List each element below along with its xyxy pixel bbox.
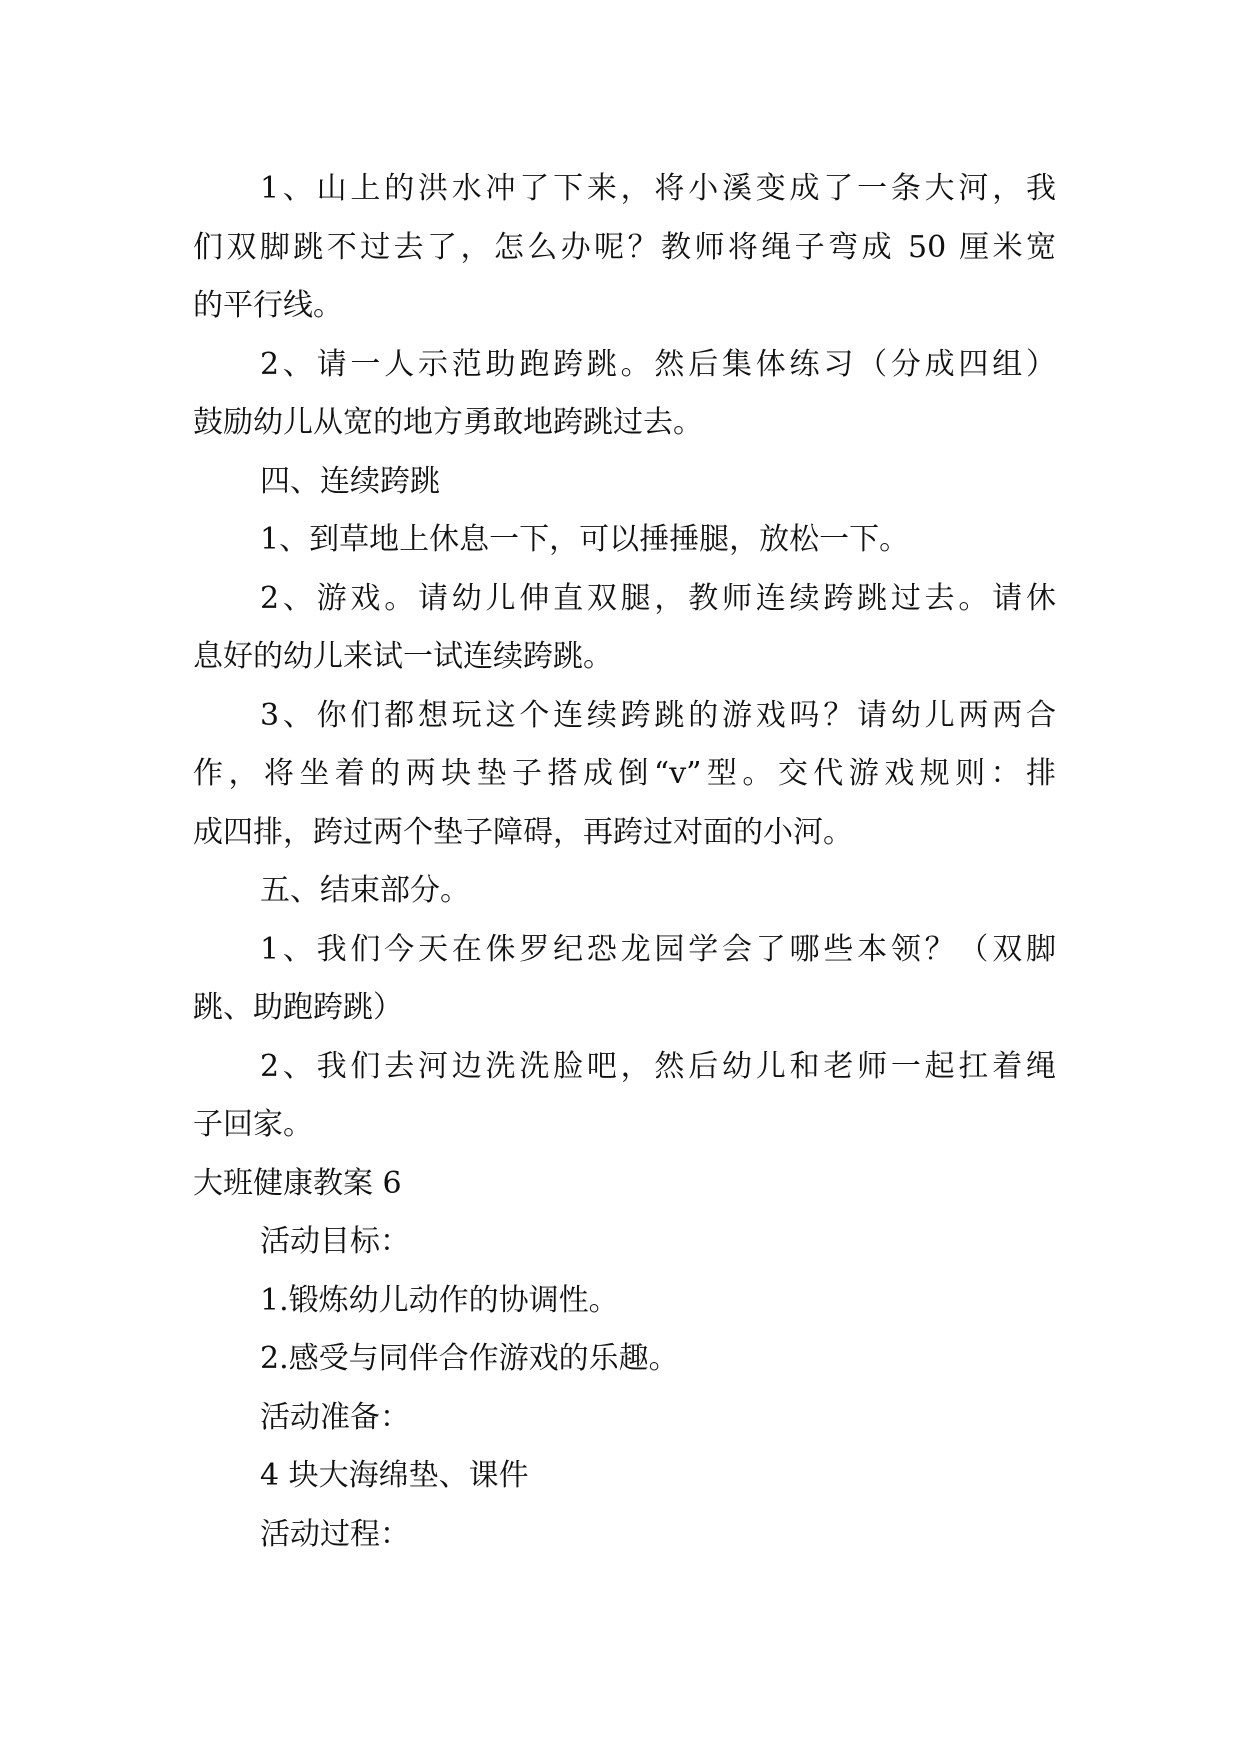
paragraph-line: 1、到草地上休息一下，可以捶捶腿，放松一下。 — [260, 522, 910, 557]
step-item — [193, 921, 1056, 1038]
paragraph-line: 1、山上的洪水冲了下来，将小溪变成了一条大河，我 — [260, 171, 1056, 206]
step-item — [193, 511, 1056, 570]
subheading: 活动过程： — [260, 1516, 410, 1552]
paragraph-line: 成四排，跨过两个垫子障碍，再跨过对面的小河。 — [193, 814, 853, 850]
paragraph-line: 们双脚跳不过去了，怎么办呢？教师将绳子弯成 50 厘米宽 — [193, 229, 1056, 265]
paragraph-line: 跳、助跑跨跳） — [193, 990, 403, 1025]
step-item — [193, 687, 1056, 863]
goal-item: 1.锻炼幼儿动作的协调性。 — [260, 1282, 619, 1318]
step-item — [193, 1038, 1056, 1155]
paragraph-line: 3、你们都想玩这个连续跨跳的游戏吗？请幼儿两两合 — [260, 697, 1056, 733]
paragraph-line: 鼓励幼儿从宽的地方勇敢地跨跳过去。 — [193, 405, 703, 440]
step-item — [193, 336, 1056, 453]
paragraph-line: 息好的幼儿来试一试连续跨跳。 — [193, 639, 613, 674]
document-page — [193, 160, 1056, 1564]
paragraph-line: 作，将坐着的两块垫子搭成倒“v”型。交代游戏规则：排 — [193, 756, 1056, 791]
subheading: 活动目标： — [260, 1224, 410, 1259]
subheading: 活动准备： — [260, 1399, 410, 1435]
step-item — [193, 570, 1056, 687]
paragraph-line: 的平行线。 — [193, 288, 343, 323]
materials-item: 4 块大海绵垫、课件 — [260, 1458, 529, 1493]
paragraph-line: 2、游戏。请幼儿伸直双腿，教师连续跨跳过去。请休 — [260, 580, 1056, 616]
section-heading: 五、结束部分。 — [260, 873, 470, 908]
lesson-title: 大班健康教案 6 — [193, 1165, 402, 1201]
paragraph-line: 子回家。 — [193, 1107, 313, 1142]
paragraph-line: 1、我们今天在侏罗纪恐龙园学会了哪些本领？（双脚 — [260, 931, 1056, 967]
goal-item: 2.感受与同伴合作游戏的乐趣。 — [260, 1341, 679, 1376]
paragraph-line: 2、请一人示范助跑跨跳。然后集体练习（分成四组） — [260, 346, 1056, 382]
step-item — [193, 160, 1056, 336]
paragraph-line: 2、我们去河边洗洗脸吧，然后幼儿和老师一起扛着绳 — [260, 1048, 1056, 1084]
section-heading: 四、连续跨跳 — [260, 463, 440, 499]
